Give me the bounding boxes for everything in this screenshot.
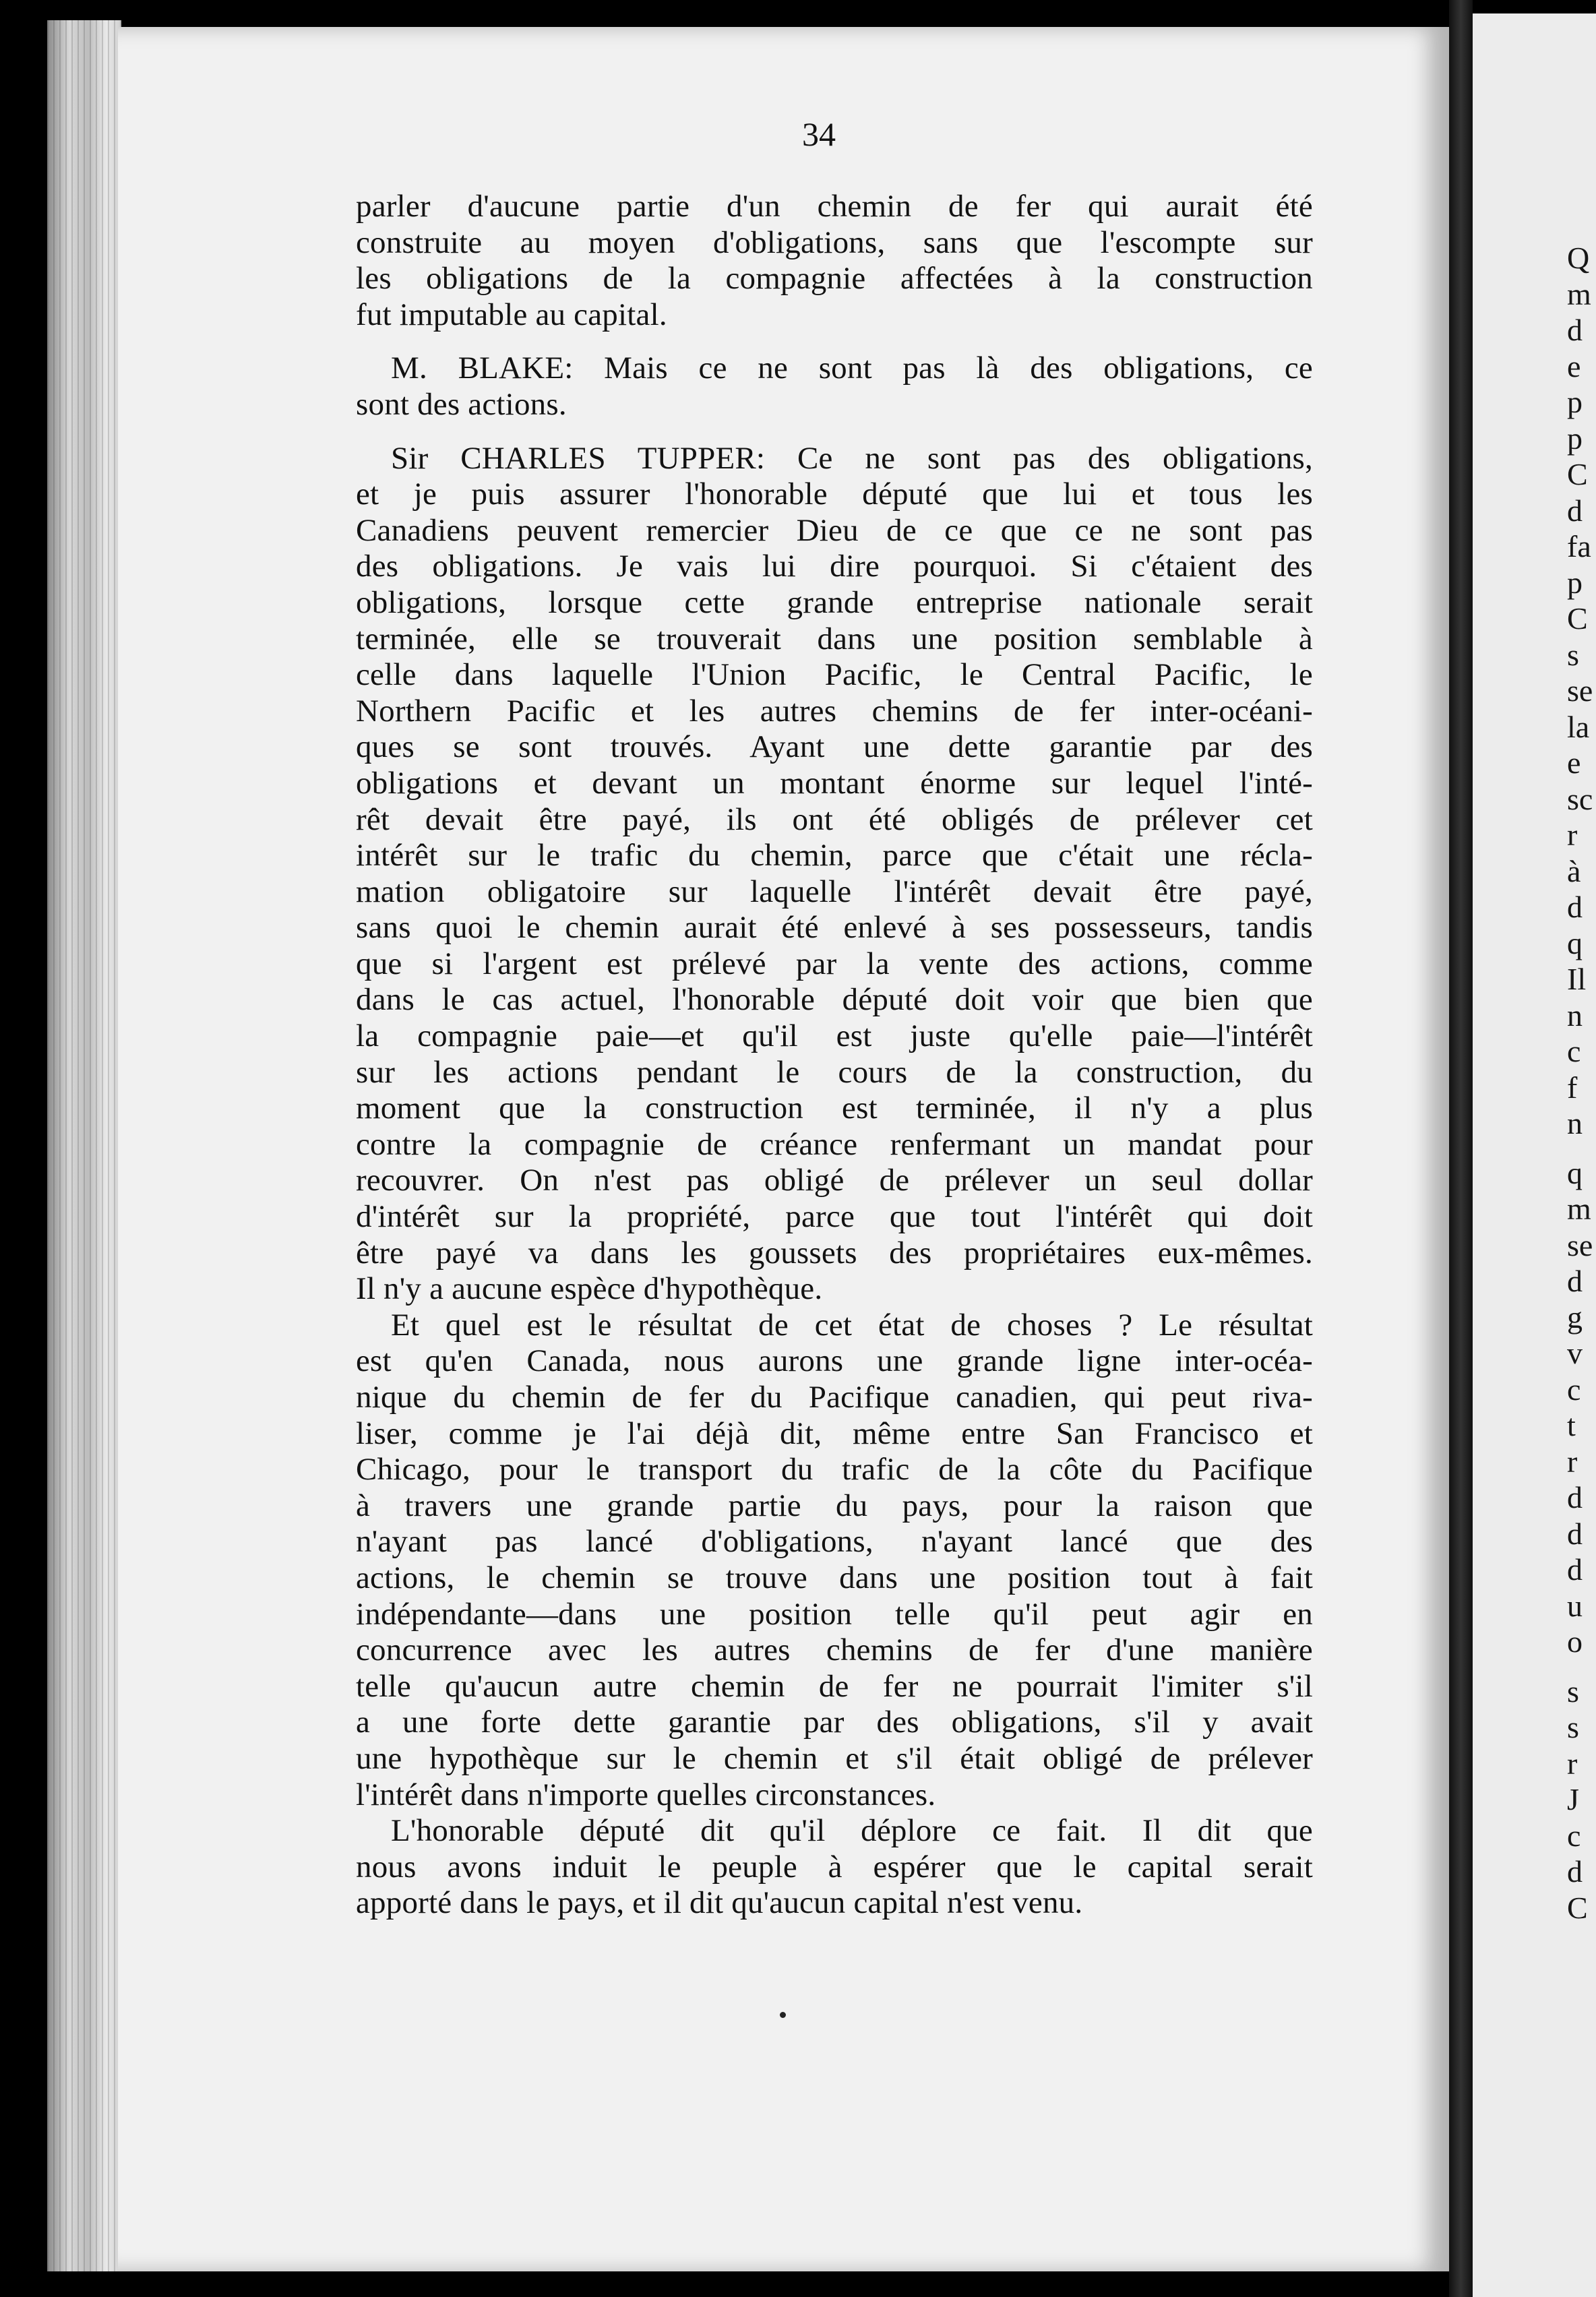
text-line: ques se sont trouvés. Ayant une dette garantie par des	[356, 729, 1313, 765]
text-line: parler d'aucune partie d'un chemin de fer qui aurait été	[356, 189, 1313, 224]
right-page-fragment: r	[1567, 1444, 1578, 1479]
right-page-fragment: e	[1567, 745, 1581, 780]
text-line: celle dans laquelle l'Union Pacific, le Central Pacific, le	[356, 657, 1313, 693]
right-page-fragment: se	[1567, 673, 1593, 708]
page-stack-edge	[47, 20, 121, 2271]
right-page-fragment: s	[1567, 1710, 1579, 1744]
text-line: d'intérêt sur la propriété, parce que tout l'intérêt qui doit	[356, 1199, 1313, 1235]
right-page-fragment: C	[1567, 601, 1588, 636]
text-line: actions, le chemin se trouve dans une position tout à fait	[356, 1560, 1313, 1595]
text-line: nique du chemin de fer du Pacifique canadien, qui peut riva-	[356, 1380, 1313, 1415]
text-line: indépendante—dans une position telle qu'il peut agir en	[356, 1596, 1313, 1632]
text-line: M. BLAKE: Mais ce ne sont pas là des obligations, ce	[391, 350, 1313, 386]
paragraph	[356, 1813, 1313, 1922]
right-page-fragment: d	[1567, 1264, 1583, 1298]
text-line: recouvrer. On n'est pas obligé de prélever un seul dollar	[356, 1163, 1313, 1198]
text-line: construite au moyen d'obligations, sans que l'escompte sur	[356, 224, 1313, 260]
right-page-fragment: m	[1567, 276, 1591, 311]
page-number: 34	[802, 115, 836, 153]
right-page-fragment: v	[1567, 1336, 1583, 1370]
text-line: mation obligatoire sur laquelle l'intérêt devait être payé,	[356, 874, 1313, 909]
right-page-fragment: e	[1567, 348, 1581, 384]
right-page-fragment: Il	[1567, 962, 1587, 996]
right-page-fragment: m	[1567, 1192, 1591, 1226]
book-gutter	[1449, 0, 1473, 2297]
right-page-fragment: c	[1567, 1372, 1581, 1407]
text-line: nous avons induit le peuple à espérer que le capital serait	[356, 1849, 1313, 1885]
right-page-fragment: d	[1567, 313, 1583, 347]
text-line: être payé va dans les goussets des propriétaires eux-mêmes.	[356, 1235, 1313, 1270]
right-page-fragment: d	[1567, 1516, 1583, 1551]
text-line: la compagnie paie—et qu'il est juste qu'elle paie—l'intérêt	[356, 1018, 1313, 1054]
right-page-fragment: q	[1567, 925, 1583, 960]
right-page-fragment: n	[1567, 1106, 1583, 1140]
text-line: contre la compagnie de créance renfermant un mandat pour	[356, 1126, 1313, 1162]
text-line: apporté dans le pays, et il dit qu'aucun capital n'est venu.	[356, 1885, 1083, 1921]
paragraph	[356, 1308, 1313, 1813]
text-line: moment que la construction est terminée, il n'y a plus	[356, 1091, 1313, 1126]
right-page-fragment: se	[1567, 1227, 1593, 1262]
text-line: intérêt sur le trafic du chemin, parce que c'était une récla-	[356, 838, 1313, 874]
right-page-fragment: t	[1567, 1408, 1576, 1442]
right-page-fragment: d	[1567, 1854, 1583, 1889]
paragraph	[356, 350, 1313, 423]
text-line: Et quel est le résultat de cet état de choses ? Le résultat	[391, 1307, 1313, 1343]
ink-dot	[780, 2012, 786, 2018]
text-line: l'intérêt dans n'importe quelles circonstances.	[356, 1777, 936, 1812]
right-page-fragment: d	[1567, 1552, 1583, 1587]
right-page-fragment: Q	[1567, 241, 1590, 275]
text-line: L'honorable député dit qu'il déplore ce fait. Il dit que	[391, 1813, 1313, 1849]
right-page-fragment: J	[1567, 1782, 1579, 1816]
text-line: sont des actions.	[356, 386, 567, 422]
right-page-fragment: d	[1567, 890, 1583, 924]
right-page-fragment: d	[1567, 493, 1583, 528]
text-line: Chicago, pour le transport du trafic de la côte du Pacifique	[356, 1452, 1313, 1488]
text-line: sur les actions pendant le cours de la construction, du	[356, 1054, 1313, 1090]
right-page-fragment: q	[1567, 1155, 1583, 1190]
right-page-fragment: o	[1567, 1624, 1583, 1659]
right-page-fragment: C	[1567, 457, 1588, 491]
right-page-edge	[1473, 13, 1596, 2297]
text-line: sans quoi le chemin aurait été enlevé à ses possesseurs, tandis	[356, 910, 1313, 946]
paragraph	[356, 441, 1313, 1308]
text-line: obligations et devant un montant énorme sur lequel l'inté-	[356, 765, 1313, 801]
right-page-fragment: f	[1567, 1070, 1578, 1105]
right-page-fragment: à	[1567, 853, 1581, 888]
right-page-fragment: s	[1567, 1674, 1579, 1709]
text-line: liser, comme je l'ai déjà dit, même entre San Francisco et	[356, 1415, 1313, 1451]
text-line: concurrence avec les autres chemins de fer d'une manière	[356, 1632, 1313, 1668]
right-page-fragment: sc	[1567, 781, 1593, 816]
right-page-fragment: la	[1567, 709, 1590, 744]
paragraph-gap	[356, 423, 1313, 441]
text-line: n'ayant pas lancé d'obligations, n'ayant lancé que des	[356, 1524, 1313, 1560]
right-page-fragment: p	[1567, 565, 1583, 600]
right-page-fragment: p	[1567, 421, 1583, 456]
text-line: une hypothèque sur le chemin et s'il était obligé de prélever	[356, 1740, 1313, 1776]
text-line: Northern Pacific et les autres chemins de fer inter-océani-	[356, 693, 1313, 729]
right-page-fragment: C	[1567, 1890, 1588, 1925]
text-line: Sir CHARLES TUPPER: Ce ne sont pas des obligations,	[391, 440, 1313, 476]
text-line: terminée, elle se trouverait dans une position semblable à	[356, 621, 1313, 656]
right-page-fragment: c	[1567, 1818, 1581, 1853]
text-line: telle qu'aucun autre chemin de fer ne pourrait l'imiter s'il	[356, 1668, 1313, 1704]
right-page-fragment: fa	[1567, 529, 1591, 563]
text-line: fut imputable au capital.	[356, 297, 667, 332]
right-page-fragment: d	[1567, 1480, 1583, 1514]
right-page-fragment: r	[1567, 818, 1578, 852]
right-page-fragment: c	[1567, 1034, 1581, 1068]
text-line: et je puis assurer l'honorable député que lui et tous les	[356, 477, 1313, 512]
right-page-fragment: r	[1567, 1746, 1578, 1781]
paragraph-gap	[356, 333, 1313, 350]
text-line: obligations, lorsque cette grande entreprise nationale serait	[356, 584, 1313, 620]
text-line: a une forte dette garantie par des obligations, s'il y avait	[356, 1705, 1313, 1740]
text-line: est qu'en Canada, nous aurons une grande ligne inter-océa-	[356, 1343, 1313, 1379]
text-line: les obligations de la compagnie affectées à la construction	[356, 261, 1313, 297]
text-line: Il n'y a aucune espèce d'hypothèque.	[356, 1271, 823, 1307]
right-page-fragment: s	[1567, 637, 1579, 672]
right-page-fragment: u	[1567, 1588, 1583, 1623]
right-page-fragment: g	[1567, 1299, 1583, 1335]
text-line: rêt devait être payé, ils ont été obligés de prélever cet	[356, 801, 1313, 837]
text-line: à travers une grande partie du pays, pour la raison que	[356, 1488, 1313, 1523]
paragraph	[356, 189, 1313, 333]
page-body	[356, 189, 1313, 1922]
right-page-fragment: n	[1567, 998, 1583, 1033]
right-page-fragment: p	[1567, 385, 1583, 419]
text-line: Canadiens peuvent remercier Dieu de ce que ce ne sont pas	[356, 512, 1313, 548]
text-line: dans le cas actuel, l'honorable député doit voir que bien que	[356, 982, 1313, 1018]
text-line: des obligations. Je vais lui dire pourquoi. Si c'étaient des	[356, 549, 1313, 584]
text-line: que si l'argent est prélevé par la vente des actions, comme	[356, 946, 1313, 981]
